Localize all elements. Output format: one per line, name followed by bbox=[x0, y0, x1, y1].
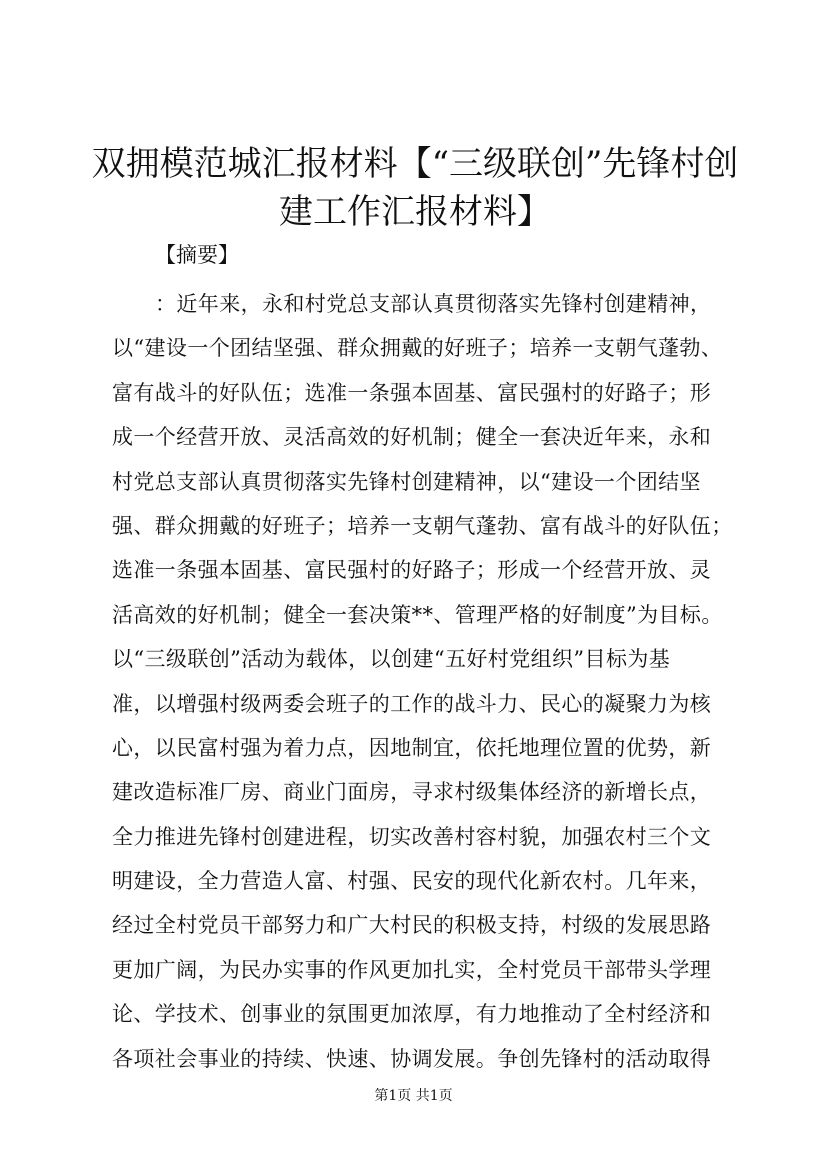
body-line: 心，以民富村强为着力点，因地制宜，依托地理位置的优势，新 bbox=[112, 735, 712, 760]
body-line: 明建设，全力营造人富、村强、民安的现代化新农村。几年来， bbox=[112, 869, 712, 894]
page-footer: 第1页 共1页 bbox=[374, 1088, 453, 1104]
body-line: 各项社会事业的持续、快速、协调发展。争创先锋村的活动取得 bbox=[112, 1046, 712, 1071]
body-line: 更加广阔，为民办实事的作风更加扎实，全村党员干部带头学理 bbox=[112, 957, 712, 982]
title-line: 建工作汇报材料】 bbox=[279, 192, 551, 232]
title-line: 双拥模范城汇报材料【“三级联创”先锋村创 bbox=[91, 144, 739, 184]
body-line: 活高效的好机制；健全一套决策**、管理严格的好制度”为目标。 bbox=[112, 602, 723, 627]
body-line: 以“建设一个团结坚强、群众拥戴的好班子；培养一支朝气蓬勃、 bbox=[112, 336, 723, 361]
body-line: 成一个经营开放、灵活高效的好机制；健全一套决近年来，永和 bbox=[112, 425, 712, 450]
body-line: 准，以增强村级两委会班子的工作的战斗力、民心的凝聚力为核 bbox=[112, 691, 712, 716]
body-line: 强、群众拥戴的好班子；培养一支朝气蓬勃、富有战斗的好队伍； bbox=[112, 513, 733, 538]
body-line: 选准一条强本固基、富民强村的好路子；形成一个经营开放、灵 bbox=[112, 558, 712, 583]
body-line: 经过全村党员干部努力和广大村民的积极支持，村级的发展思路 bbox=[112, 913, 712, 938]
body-line: ：近年来，永和村党总支部认真贯彻落实先锋村创建精神， bbox=[155, 292, 712, 316]
body-line: 富有战斗的好队伍；选准一条强本固基、富民强村的好路子；形 bbox=[112, 380, 712, 405]
body-line: 论、学技术、创事业的氛围更加浓厚，有力地推动了全村经济和 bbox=[112, 1002, 712, 1027]
body-line: 村党总支部认真贯彻落实先锋村创建精神，以“建设一个团结坚 bbox=[112, 469, 701, 494]
document-title bbox=[90, 140, 740, 236]
document-body bbox=[112, 282, 733, 1081]
body-line: 以“三级联创”活动为载体，以创建“五好村党组织”目标为基 bbox=[112, 647, 671, 672]
abstract-label: 【摘要】 bbox=[155, 243, 239, 267]
body-line: 全力推进先锋村创建进程，切实改善村容村貌，加强农村三个文 bbox=[112, 824, 712, 849]
body-line: 建改造标准厂房、商业门面房，寻求村级集体经济的新增长点， bbox=[112, 780, 712, 805]
